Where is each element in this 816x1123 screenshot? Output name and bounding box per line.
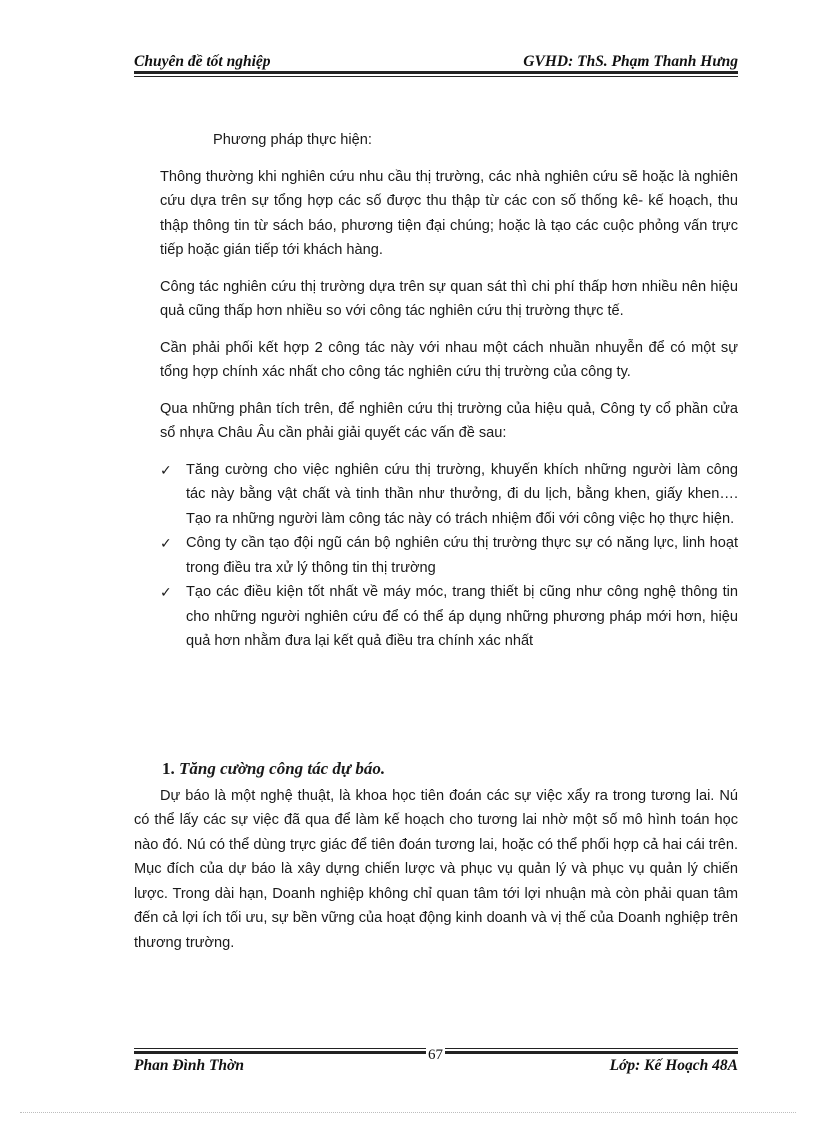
paragraph: Công tác nghiên cứu thị trường dựa trên sự quan sát thì chi phí thấp hơn nhiều nên hiệu quả cũng thấp hơn nhiều so với công tác nghiên cứu thị trường thực tế.: [160, 278, 738, 319]
checkmark-icon: ✓: [160, 461, 172, 478]
page-header: [134, 47, 738, 71]
section-paragraph: Dự báo là một nghệ thuật, là khoa học tiên đoán các sự việc xẩy ra trong tương lai. Nú có thể lấy các sự việc đã qua để làm kế hoạch cho tương lai nhờ một số mô hình toán học nào đó. Nú có thể dùng trực giác để tiên đoán tương lai, hoặc có thể phối hợp cả hai cái trên. Mục đích của dự báo là xây dựng chiến lược và phục vụ quản lý và phục vụ quản lý chiến lược. Trong dài hạn, Doanh nghiệp không chỉ quan tâm tới lợi nhuận mà còn phải quan tâm đến cả lợi ích tối ưu, sự bền vững của hoạt động kinh doanh và vị thế của Doanh nghiệp trên thương trường.: [134, 787, 738, 951]
header-right-supervisor: GVHD: ThS. Phạm Thanh Hưng: [523, 53, 738, 70]
header-left-title: Chuyên đề tốt nghiệp: [134, 53, 271, 70]
section-forecasting: [134, 757, 738, 955]
page-footer: [134, 1055, 738, 1077]
header-rule-thick: [134, 71, 738, 74]
paragraph: Qua những phân tích trên, để nghiên cứu thị trường của hiệu quả, Công ty cổ phần cửa sổ nhựa Châu Âu cần phải giải quyết các vấn đề sau:: [160, 400, 738, 441]
section-number: 1.: [162, 759, 175, 778]
paragraph: Thông thường khi nghiên cứu nhu cầu thị trường, các nhà nghiên cứu sẽ hoặc là nghiên cứu dựa trên sự tổng hợp các số được thu thập từ các con số thống kê- kế hoạch, thu thập thông tin từ sách báo, phương tiện đại chúng; hoặc là tạo các cuộc phỏng vấn trực tiếp hoặc gián tiếp tới khách hàng.: [160, 168, 738, 258]
list-item-text: Tăng cường cho việc nghiên cứu thị trường, khuyến khích những người làm công tác này bằng vật chất và tinh thần như thưởng, đi du lịch, bằng khen, giấy khen…. Tạo ra những người làm công tác này có trách nhiệm đối với công việc họ thực hiện.: [186, 461, 738, 527]
list-item: [160, 458, 738, 532]
checklist: [160, 458, 738, 654]
list-item: [160, 531, 738, 580]
section-heading: [162, 757, 738, 782]
page-bottom-dotted-line: [20, 1112, 796, 1113]
list-item: [160, 580, 738, 654]
paragraph: Cần phải phối kết hợp 2 công tác này với nhau một cách nhuần nhuyễn để có một sự tổng hợp chính xác nhất cho công tác nghiên cứu thị trường của công ty.: [160, 339, 738, 380]
list-item-text: Công ty cần tạo đội ngũ cán bộ nghiên cứu thị trường thực sự có năng lực, linh hoạt trong điều tra xử lý thông tin thị trường: [186, 535, 738, 576]
footer-author: Phan Đình Thờn: [134, 1057, 244, 1074]
page-number: 67: [428, 1047, 443, 1063]
footer-class: Lớp: Kế Hoạch 48A: [609, 1057, 738, 1074]
method-intro: Phương pháp thực hiện:: [213, 132, 372, 148]
main-content: [160, 128, 738, 654]
list-item-text: Tạo các điều kiện tốt nhất về máy móc, trang thiết bị cũng như công nghệ thông tin cho những người nghiên cứu để có thể áp dụng những phương pháp mới hơn, hiệu quả hơn nhằm đưa lại kết quả điều tra chính xác nhất: [186, 584, 738, 649]
checkmark-icon: ✓: [160, 535, 172, 551]
section-title: Tăng cường công tác dự báo.: [179, 759, 386, 778]
checkmark-icon: ✓: [160, 584, 172, 600]
header-rule-thin: [134, 76, 738, 77]
